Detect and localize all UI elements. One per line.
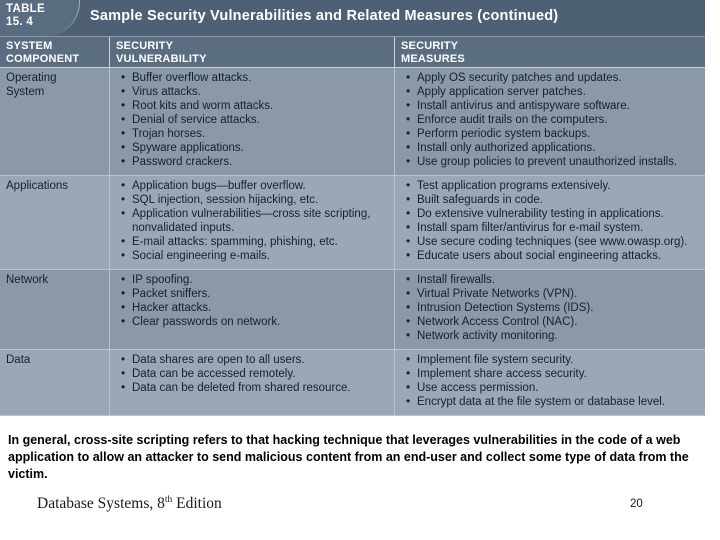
list-item: • Data can be deleted from shared resource. <box>132 382 388 396</box>
row-component <box>0 68 110 175</box>
row-vulnerabilities <box>110 350 395 415</box>
column-header-line2: MEASURES <box>401 52 465 65</box>
list-item: • Encrypt data at the file system or database level. <box>417 396 699 410</box>
table-row <box>0 350 705 416</box>
table-number: 15. 4 <box>6 16 34 28</box>
column-header-line1: SYSTEM <box>6 40 53 52</box>
row-vulnerabilities <box>110 176 395 269</box>
component-line: Network <box>6 274 49 286</box>
list-item: • Built safeguards in code. <box>417 194 699 208</box>
row-measures <box>395 176 705 269</box>
list-item: • Apply OS security patches and updates. <box>417 72 699 86</box>
table-row <box>0 176 705 270</box>
list-item: • E-mail attacks: spamming, phishing, etc. <box>132 236 388 250</box>
footer-title-sup: th <box>164 495 173 505</box>
list-item: • Packet sniffers. <box>132 288 388 302</box>
list-item: • Use group policies to prevent unauthorized installs. <box>417 156 699 170</box>
row-measures <box>395 68 705 175</box>
list-item: • Use secure coding techniques (see www.owasp.org). <box>417 236 699 250</box>
list-item: • Install only authorized applications. <box>417 142 699 156</box>
list-item: • SQL injection, session hijacking, etc. <box>132 194 388 208</box>
row-component <box>0 270 110 349</box>
list-item: • Do extensive vulnerability testing in applications. <box>417 208 699 222</box>
component-line: Data <box>6 354 31 366</box>
column-header-line1: SECURITY <box>401 40 459 52</box>
column-header-security-vulnerability <box>110 37 395 67</box>
list-item: • Install spam filter/antivirus for e-mail system. <box>417 222 699 236</box>
list-item: • Root kits and worm attacks. <box>132 100 388 114</box>
list-item: • Virus attacks. <box>132 86 388 100</box>
list-item: • Enforce audit trails on the computers. <box>417 114 699 128</box>
list-item: • Data shares are open to all users. <box>132 354 388 368</box>
list-item: • Test application programs extensively. <box>417 180 699 194</box>
list-item: • Data can be accessed remotely. <box>132 368 388 382</box>
list-item: • Buffer overflow attacks. <box>132 72 388 86</box>
list-item: • Install antivirus and antispyware software. <box>417 100 699 114</box>
slide-page-number: 20 <box>630 498 643 510</box>
row-measures <box>395 270 705 349</box>
component-line: Applications <box>6 180 69 192</box>
list-item: • Educate users about social engineering attacks. <box>417 250 699 264</box>
list-item: • Denial of service attacks. <box>132 114 388 128</box>
row-vulnerabilities <box>110 68 395 175</box>
footer-book-title <box>37 495 222 513</box>
row-measures <box>395 350 705 415</box>
list-item: • Perform periodic system backups. <box>417 128 699 142</box>
list-item: • Apply application server patches. <box>417 86 699 100</box>
column-header-line1: SECURITY <box>116 40 174 52</box>
row-component <box>0 350 110 415</box>
table-title: Sample Security Vulnerabilities and Related Measures (continued) <box>90 8 559 24</box>
list-item: • Hacker attacks. <box>132 302 388 316</box>
list-item: • Intrusion Detection Systems (IDS). <box>417 302 699 316</box>
table-row <box>0 68 705 176</box>
column-header-line2: VULNERABILITY <box>116 52 207 65</box>
row-vulnerabilities <box>110 270 395 349</box>
list-item: • Social engineering e-mails. <box>132 250 388 264</box>
list-item: • Spyware applications. <box>132 142 388 156</box>
table-number-tab <box>0 0 80 36</box>
slide-caption: In general, cross-site scripting refers to that hacking technique that leverages vulnerabilities in the code of a web application to allow an attacker to send malicious content from an end-user and collect some type of data from the victim. <box>8 433 689 481</box>
component-line: Operating <box>6 72 57 84</box>
list-item: • Trojan horses. <box>132 128 388 142</box>
footer-title-pre: Database Systems, 8 <box>37 495 165 513</box>
column-header-system-component <box>0 37 110 67</box>
list-item: • Application bugs—buffer overflow. <box>132 180 388 194</box>
list-item: • Virtual Private Networks (VPN). <box>417 288 699 302</box>
table-row <box>0 270 705 350</box>
table-title-band <box>0 0 705 37</box>
column-header-security-measures <box>395 37 705 67</box>
row-component <box>0 176 110 269</box>
list-item: • Use access permission. <box>417 382 699 396</box>
footer-title-post: Edition <box>172 495 222 513</box>
list-item: • Network activity monitoring. <box>417 330 699 344</box>
table-label: TABLE <box>6 3 45 15</box>
table-column-header-row <box>0 37 705 68</box>
list-item: • Password crackers. <box>132 156 388 170</box>
column-header-line2: COMPONENT <box>6 52 80 65</box>
component-line: System <box>6 85 45 98</box>
list-item: • Clear passwords on network. <box>132 316 388 330</box>
list-item: • Implement share access security. <box>417 368 699 382</box>
list-item: • Application vulnerabilities—cross site scripting, nonvalidated inputs. <box>132 208 388 235</box>
list-item: • Implement file system security. <box>417 354 699 368</box>
list-item: • Install firewalls. <box>417 274 699 288</box>
list-item: • IP spoofing. <box>132 274 388 288</box>
list-item: • Network Access Control (NAC). <box>417 316 699 330</box>
